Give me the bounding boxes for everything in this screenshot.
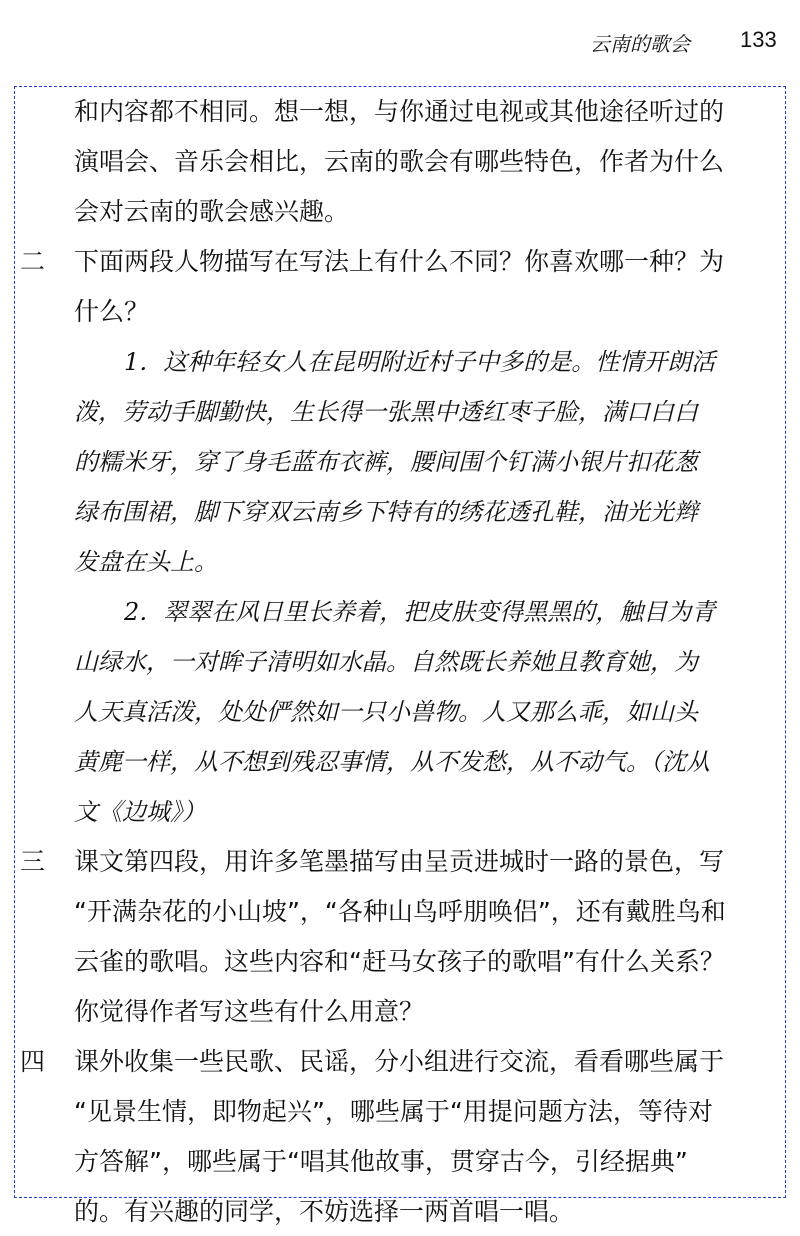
text-line: 演唱会、音乐会相比，云南的歌会有哪些特色，作者为什么 [74, 147, 725, 176]
text-line: 课文第四段，用许多笔墨描写由呈贡进城时一路的景色，写 [74, 847, 725, 876]
text-line: 云雀的歌唱。这些内容和“赶马女孩子的歌唱”有什么关系？ [74, 947, 725, 976]
excerpt-1-line: 的糯米牙，穿了身毛蓝布衣裤，腰间围个钉满小银片扣花葱 [74, 448, 698, 476]
text-line: 和内容都不相同。想一想，与你通过电视或其他途径听过的 [74, 97, 725, 126]
page-number: 133 [740, 27, 777, 52]
text-line: 方答解”，哪些属于“唱其他故事，贯穿古今，引经据典” [74, 1147, 688, 1176]
text-line: 课外收集一些民歌、民谣，分小组进行交流，看看哪些属于 [74, 1047, 725, 1076]
question-number-4: 四 [20, 1047, 46, 1076]
excerpt-1-line: 绿布围裙，脚下穿双云南乡下特有的绣花透孔鞋，油光光辫 [74, 498, 698, 526]
excerpt-2-line: 黄麂一样，从不想到残忍事情，从不发愁，从不动气。（沈从 [74, 748, 710, 776]
excerpt-1-line: 发盘在头上。 [74, 548, 218, 576]
text-line: 下面两段人物描写在写法上有什么不同？你喜欢哪一种？为 [74, 247, 725, 276]
text-line: 会对云南的歌会感兴趣。 [74, 197, 350, 226]
text-line: “开满杂花的小山坡”，“各种山鸟呼朋唤侣”，还有戴胜鸟和 [74, 897, 726, 926]
excerpt-2-line: 2．翠翠在风日里长养着，把皮肤变得黑黑的，触目为青 [124, 598, 716, 626]
question-number-3: 三 [20, 847, 46, 876]
excerpt-2-line: 人天真活泼，处处俨然如一只小兽物。人又那么乖，如山头 [74, 698, 698, 726]
question-number-2: 二 [20, 247, 46, 276]
text-line: 你觉得作者写这些有什么用意？ [74, 997, 425, 1026]
excerpt-1-line: 泼，劳动手脚勤快，生长得一张黑中透红枣子脸，满口白白 [74, 398, 698, 426]
running-header-title: 云南的歌会 [590, 32, 690, 56]
excerpt-1-line: 1．这种年轻女人在昆明附近村子中多的是。性情开朗活 [124, 348, 716, 376]
text-line: 的。有兴趣的同学，不妨选择一两首唱一唱。 [74, 1197, 575, 1226]
text-line: 什么？ [74, 297, 150, 326]
excerpt-2-line: 文《边城》） [74, 798, 206, 826]
text-line: “见景生情，即物起兴”，哪些属于“用提问题方法，等待对 [74, 1097, 713, 1126]
excerpt-2-line: 山绿水，一对眸子清明如水晶。自然既长养她且教育她，为 [74, 648, 698, 676]
